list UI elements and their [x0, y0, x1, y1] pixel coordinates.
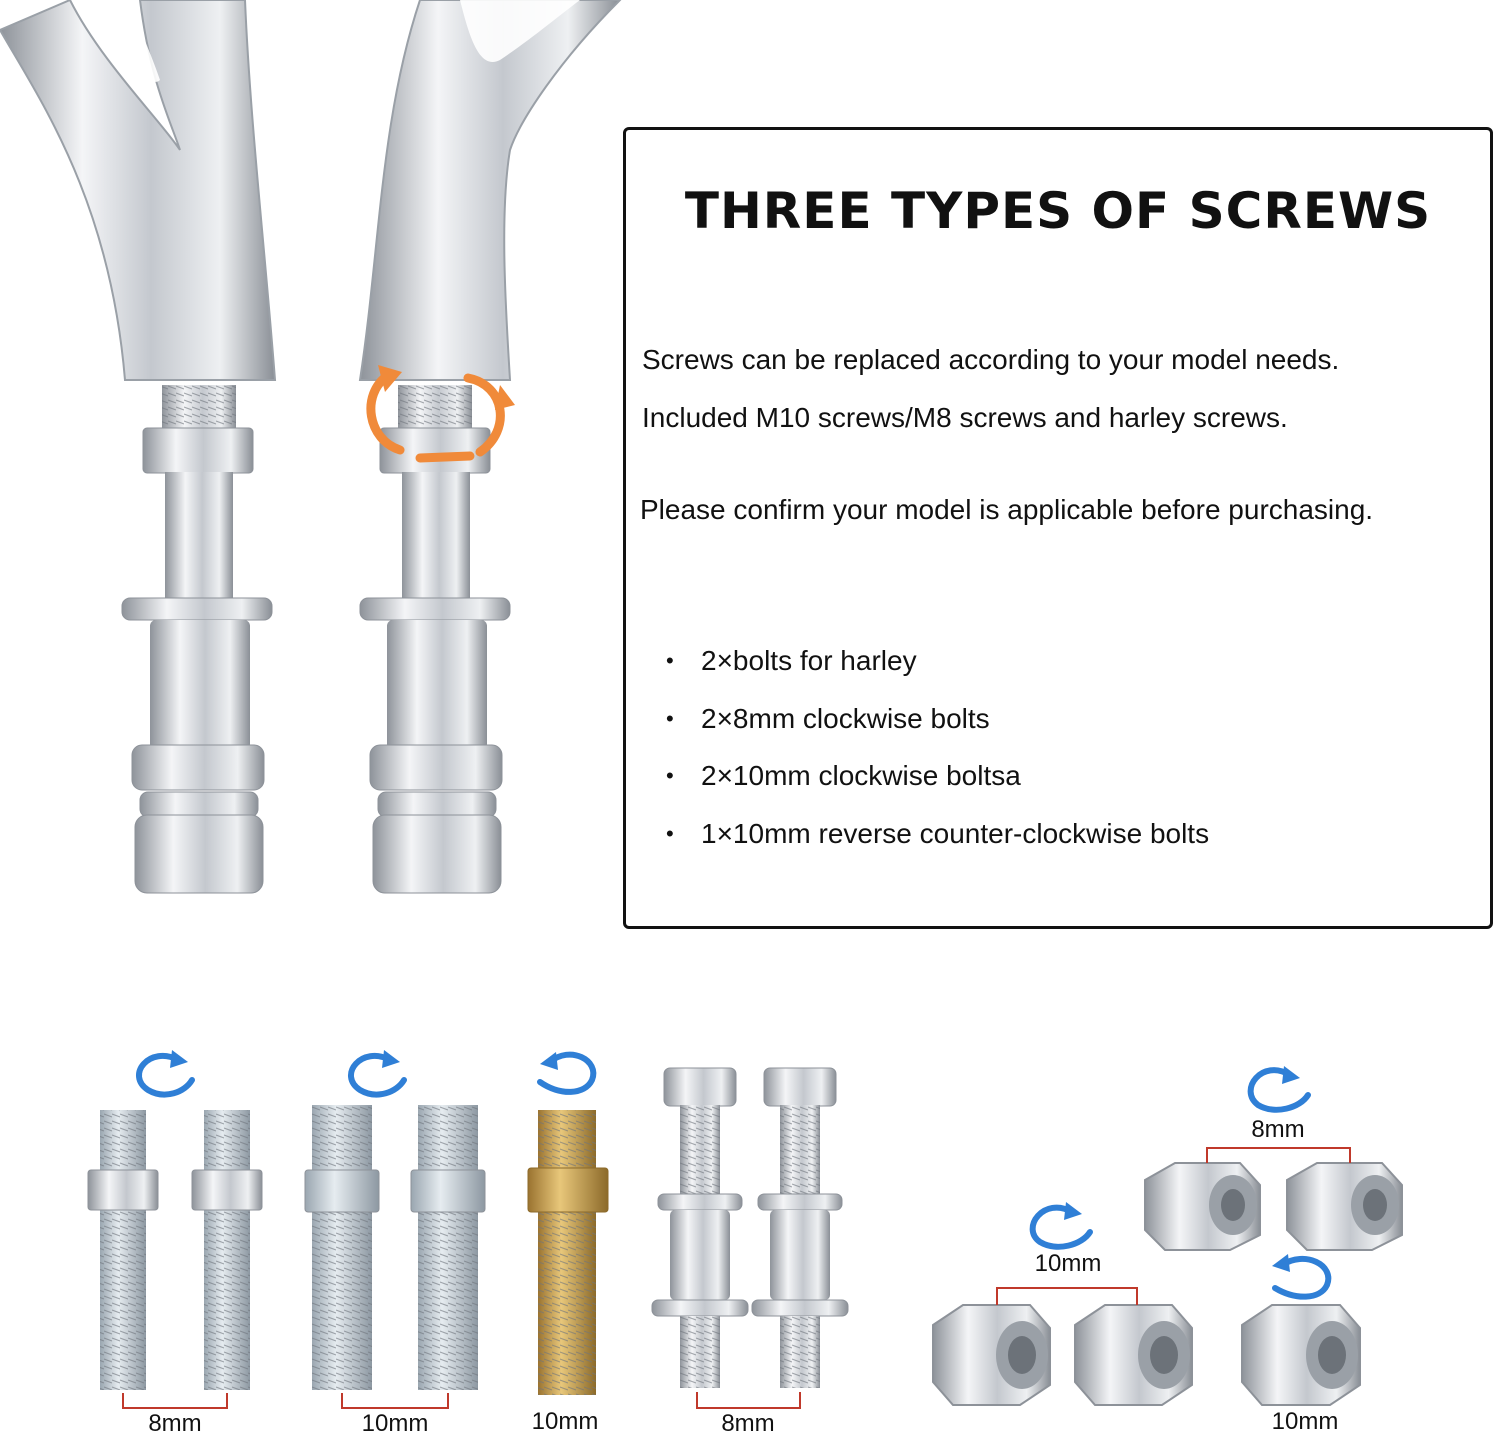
- stud-10mm: [305, 1105, 379, 1390]
- size-label-harley-8mm: 8mm: [721, 1410, 775, 1437]
- mirror-arm-right: [360, 0, 620, 380]
- counter-clockwise-arrow-icon: [1272, 1254, 1328, 1297]
- size-label-nuts-10mm: 10mm: [1034, 1250, 1102, 1277]
- counter-clockwise-arrow-icon: [540, 1052, 593, 1092]
- coupling-nut-10mm: [933, 1305, 1050, 1405]
- stud-10mm-reverse: [528, 1110, 608, 1395]
- list-item: • 2×bolts for harley: [666, 640, 1209, 698]
- info-line-confirm: Please confirm your model is applicable before purchasing.: [640, 494, 1374, 525]
- stud-8mm: [88, 1110, 158, 1390]
- info-panel: [623, 127, 1493, 929]
- size-label-nut-10mm-reverse: 10mm: [1271, 1408, 1339, 1435]
- stud-10mm: [411, 1105, 485, 1390]
- info-line-replace: Screws can be replaced according to your model needs.: [642, 344, 1340, 375]
- list-item: • 2×10mm clockwise boltsa: [666, 755, 1209, 813]
- list-item: • 1×10mm reverse counter-clockwise bolts: [666, 813, 1209, 871]
- clockwise-arrow-icon: [1251, 1066, 1308, 1110]
- harley-bolt: [652, 1068, 748, 1388]
- coupling-nut-8mm: [1287, 1163, 1402, 1250]
- mirror-arm-left: [0, 0, 275, 380]
- clockwise-arrow-icon: [351, 1050, 404, 1095]
- size-label-nuts-8mm: 8mm: [1251, 1116, 1305, 1143]
- coupling-nut-10mm: [1075, 1305, 1192, 1405]
- harley-bolt: [752, 1068, 848, 1388]
- bolt-list: [666, 640, 1209, 870]
- mount-stack-left: [122, 385, 272, 893]
- size-label-8mm-studs: 8mm: [148, 1410, 202, 1437]
- coupling-nut-8mm: [1145, 1163, 1260, 1250]
- stud-8mm: [192, 1110, 262, 1390]
- coupling-nut-10mm-reverse: [1242, 1305, 1360, 1405]
- list-item: • 2×8mm clockwise bolts: [666, 698, 1209, 756]
- clockwise-arrow-icon: [139, 1050, 192, 1095]
- size-label-10mm-reverse: 10mm: [531, 1408, 599, 1435]
- clockwise-arrow-icon: [1033, 1202, 1090, 1247]
- info-title: THREE TYPES OF SCREWS: [684, 182, 1432, 240]
- info-line-included: Included M10 screws/M8 screws and harley screws.: [642, 402, 1288, 433]
- size-label-10mm-studs: 10mm: [361, 1410, 429, 1437]
